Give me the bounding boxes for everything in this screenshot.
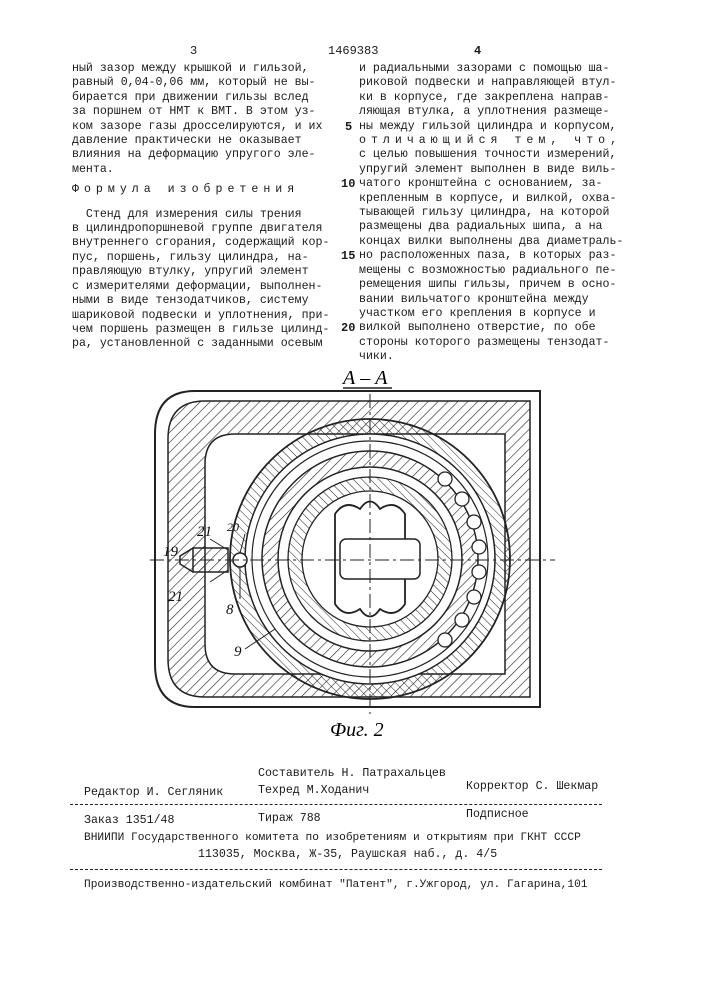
text-line: равный 0,04-0,06 мм, который не вы- (72, 76, 329, 90)
text-line: отличающийся тем, что, (359, 134, 623, 148)
text-line: пус, поршень, гильзу цилиндра, на- (72, 251, 329, 265)
text-line: мента. (72, 163, 329, 177)
claims-heading: Формула изобретения (72, 183, 329, 197)
divider (70, 804, 602, 805)
patent-page (0, 0, 707, 1000)
text-line: мещены с возможностью радиального пе- (359, 264, 623, 278)
text-line: за поршнем от НМТ к ВМТ. В этом уз- (72, 105, 329, 119)
techred: Техред М.Ходанич (258, 784, 369, 797)
label-9: 9 (234, 644, 242, 660)
right-column (359, 62, 623, 365)
subscription: Подписное (466, 808, 529, 821)
text-line: ными в виде тензодатчиков, систему (72, 294, 329, 308)
text-line: участком его крепления в корпусе и (359, 307, 623, 321)
text-line: Стенд для измерения силы трения (72, 208, 329, 222)
editor: Редактор И. Сегляник (84, 786, 223, 799)
line-number: 5 (345, 120, 352, 134)
page-number-left: 3 (190, 44, 197, 58)
text-line: с измерителями деформации, выполнен- (72, 280, 329, 294)
label-19: 19 (163, 544, 179, 560)
address: 113035, Москва, Ж-35, Раушская наб., д. 4/5 (198, 848, 497, 861)
text-line: правляющую втулку, упругий элемент (72, 265, 329, 279)
text-line: размещены два радиальных шипа, а на (359, 220, 623, 234)
compiler: Составитель Н. Патрахальцев (258, 767, 446, 780)
line-number: 10 (341, 177, 355, 191)
text-line: тывающей гильзу цилиндра, на которой (359, 206, 623, 220)
text-line: концах вилки выполнены два диаметраль- (359, 235, 623, 249)
text-line: ный зазор между крышкой и гильзой, (72, 62, 329, 76)
text-line: бирается при движении гильзы вслед (72, 91, 329, 105)
left-column (72, 62, 329, 352)
text-line: вании вильчатого кронштейна между (359, 293, 623, 307)
order-number: Заказ 1351/48 (84, 814, 174, 827)
text-line: стороны которого размещены тензодат- (359, 336, 623, 350)
circulation: Тираж 788 (258, 812, 321, 825)
label-20: 20 (227, 520, 239, 534)
page-number-right: 4 (474, 44, 481, 58)
corrector: Корректор С. Шекмар (466, 780, 598, 793)
patent-number: 1469383 (328, 44, 378, 58)
text-line: вилкой выполнено отверстие, по обе (359, 321, 623, 335)
line-number: 20 (341, 321, 355, 335)
label-8: 8 (226, 602, 234, 618)
publisher: Производственно-издательский комбинат "Патент", г.Ужгород, ул. Гагарина,101 (84, 879, 588, 891)
text-line: ны между гильзой цилиндра и корпусом, (359, 120, 623, 134)
text-line: шариковой подвески и уплотнения, при- (72, 309, 329, 323)
figure-caption: Фиг. 2 (330, 719, 384, 741)
text-line: ра, установленной с заданными осевым (72, 337, 329, 351)
line-number: 15 (341, 249, 355, 263)
label-21: 21 (197, 524, 212, 540)
text-line: ки в корпусе, где закреплена направ- (359, 91, 623, 105)
text-line: давление практически не оказывает (72, 134, 329, 148)
section-label: А – А (341, 367, 388, 389)
text-line: влияния на деформацию упругого эле- (72, 148, 329, 162)
text-line: ком зазоре газы дросселируются, и их (72, 120, 329, 134)
text-line: крепленным в корпусе, и вилкой, охва- (359, 192, 623, 206)
text-line: и радиальными зазорами с помощью ша- (359, 62, 623, 76)
text-line: внутреннего сгорания, содержащий кор- (72, 236, 329, 250)
text-line: с целью повышения точности измерений, (359, 148, 623, 162)
divider (70, 869, 602, 870)
text-line: чем поршень размещен в гильзе цилинд- (72, 323, 329, 337)
text-line: чатого кронштейна с основанием, за- (359, 177, 623, 191)
text-line: риковой подвески и направляющей втул- (359, 76, 623, 90)
text-line: ремещения шипы гильзы, причем в осно- (359, 278, 623, 292)
text-line: в цилиндропоршневой группе двигателя (72, 222, 329, 236)
label-21: 21 (168, 589, 183, 605)
text-line: чики. (359, 350, 623, 364)
text-line: упругий элемент выполнен в виде виль- (359, 163, 623, 177)
text-line: но расположенных паза, в которых раз- (359, 249, 623, 263)
figure-2-drawing (0, 364, 707, 744)
text-line: ляющая втулка, а уплотнения размеще- (359, 105, 623, 119)
organization: ВНИИПИ Государственного комитета по изобретениям и открытиям при ГКНТ СССР (84, 832, 581, 844)
